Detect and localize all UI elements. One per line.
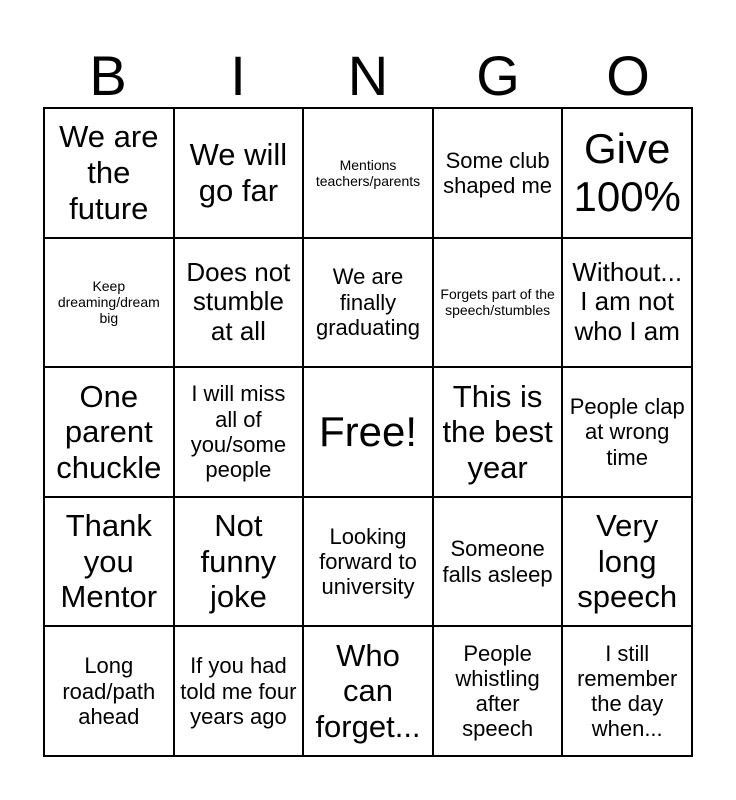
bingo-cell[interactable]: Does not stumble at all xyxy=(174,238,304,368)
bingo-cell[interactable]: People whistling after speech xyxy=(433,626,563,756)
bingo-cell[interactable]: Give 100% xyxy=(562,108,692,238)
bingo-cell[interactable]: One parent chuckle xyxy=(44,367,174,497)
bingo-cell[interactable]: We will go far xyxy=(174,108,304,238)
bingo-cell[interactable]: This is the best year xyxy=(433,367,563,497)
bingo-cell[interactable]: I still remember the day when... xyxy=(562,626,692,756)
header-letter-g: G xyxy=(476,43,520,107)
bingo-cell[interactable]: People clap at wrong time xyxy=(562,367,692,497)
bingo-cell[interactable]: Very long speech xyxy=(562,497,692,627)
bingo-cell[interactable]: Long road/path ahead xyxy=(44,626,174,756)
bingo-card-grid xyxy=(43,107,693,757)
bingo-cell[interactable]: We are finally graduating xyxy=(303,238,433,368)
bingo-cell[interactable]: Some club shaped me xyxy=(433,108,563,238)
bingo-cell[interactable]: I will miss all of you/some people xyxy=(174,367,304,497)
bingo-cell[interactable]: Not funny joke xyxy=(174,497,304,627)
bingo-header xyxy=(43,40,693,110)
bingo-cell[interactable]: Forgets part of the speech/stumbles xyxy=(433,238,563,368)
header-letter-o: O xyxy=(606,43,650,107)
header-letter-i: I xyxy=(230,43,246,107)
bingo-cell[interactable]: Looking forward to university xyxy=(303,497,433,627)
bingo-cell[interactable]: Someone falls asleep xyxy=(433,497,563,627)
free-space-cell[interactable]: Free! xyxy=(303,367,433,497)
bingo-cell[interactable]: If you had told me four years ago xyxy=(174,626,304,756)
bingo-cell[interactable]: Mentions teachers/parents xyxy=(303,108,433,238)
bingo-cell[interactable]: Without... I am not who I am xyxy=(562,238,692,368)
header-letter-b: B xyxy=(89,43,127,107)
bingo-cell[interactable]: We are the future xyxy=(44,108,174,238)
bingo-cell[interactable]: Keep dreaming/dream big xyxy=(44,238,174,368)
header-letter-n: N xyxy=(347,43,389,107)
bingo-cell[interactable]: Who can forget... xyxy=(303,626,433,756)
bingo-cell[interactable]: Thank you Mentor xyxy=(44,497,174,627)
